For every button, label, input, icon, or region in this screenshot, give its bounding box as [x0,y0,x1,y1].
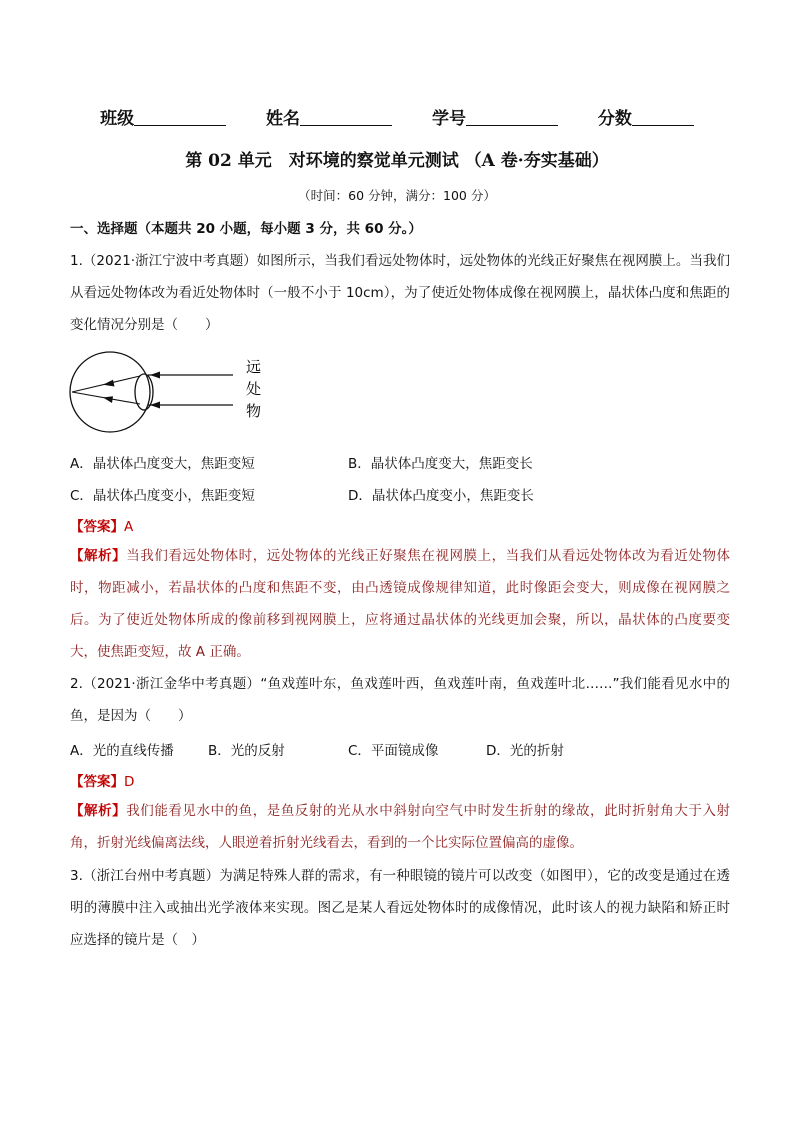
arrow-icon [150,372,160,379]
question-1-answer: 【答案】A [70,519,134,535]
question-2-stem: 2.（2021·浙江金华中考真题）“鱼戏莲叶东，鱼戏莲叶西，鱼戏莲叶南，鱼戏莲叶北……”我们能看见水中的鱼，是因为（ ） [70,676,730,724]
score-field[interactable]: 分数 [598,104,694,129]
student-info-line [0,104,794,129]
question-1-option-d[interactable]: D．晶状体凸度变小，焦距变长 [348,488,534,504]
student-id-blank[interactable] [466,109,558,126]
question-2-option-b[interactable]: B．光的反射 [208,743,285,759]
class-field[interactable]: 班级 [100,104,226,129]
question-2-option-c[interactable]: C．平面镜成像 [348,743,439,759]
class-blank[interactable] [134,109,226,126]
page-title: 第 02 单元 对环境的察觉单元测试 （A 卷·夯实基础） [185,151,609,171]
name-field[interactable]: 姓名 [266,104,392,129]
question-1-stem: 1.（2021·浙江宁波中考真题）如图所示，当我们看远处物体时，远处物体的光线正好聚焦在视网膜上。当我们从看远处物体改为看近处物体时（一般不小于 10cm），为了使近处物体成像在视网膜上，晶状体凸度和焦距的变化情况分别是（ ） [70,253,730,333]
question-1-option-c[interactable]: C．晶状体凸度变小，焦距变短 [70,488,255,504]
eyeball-outline [70,352,150,432]
name-blank[interactable] [300,109,392,126]
figure-label-1: 远 [246,358,262,376]
question-2-option-d[interactable]: D．光的折射 [486,743,564,759]
question-2-option-a[interactable]: A．光的直线传播 [70,743,174,759]
exam-subtitle: （时间：60 分钟，满分：100 分） [298,188,496,203]
question-1-option-b[interactable]: B．晶状体凸度变大，焦距变长 [348,456,533,472]
question-3-stem: 3.（浙江台州中考真题）为满足特殊人群的需求，有一种眼镜的镜片可以改变（如图甲），它的改变是通过在透明的薄膜中注入或抽出光学液体来实现。图乙是某人看远处物体时的成像情况，此时该人的视力缺陷和矫正时应选择的镜片是（ ） [70,868,730,948]
question-2-analysis: 【解析】我们能看见水中的鱼，是鱼反射的光从水中斜射向空气中时发生折射的缘故，此时折射角大于入射角，折射光线偏离法线，人眼逆着折射光线看去，看到的一个比实际位置偏高的虚像。 [70,803,731,851]
eye-diagram [68,340,288,445]
figure-label-3: 物 [246,402,262,420]
student-id-field[interactable]: 学号 [432,104,558,129]
question-2-answer: 【答案】D [70,774,135,790]
question-1-analysis: 【解析】当我们看远处物体时，远处物体的光线正好聚焦在视网膜上，当我们从看远处物体改为看近处物体时，物距减小，若晶状体的凸度和焦距不变，由凸透镜成像规律知道，此时像距会变大，则成像在视网膜之后。为了使近处物体所成的像前移到视网膜上，应将通过晶状体的光线更加会聚，所以，晶状体的凸度要变大，使焦距变短，故 A 正确。 [70,548,731,660]
question-1-option-a[interactable]: A．晶状体凸度变大，焦距变短 [70,456,255,472]
figure-label-2: 处 [246,380,262,398]
section-title: 一、选择题（本题共 20 小题，每小题 3 分，共 60 分。） [70,221,422,237]
score-blank[interactable] [632,109,694,126]
arrow-icon [103,380,115,387]
